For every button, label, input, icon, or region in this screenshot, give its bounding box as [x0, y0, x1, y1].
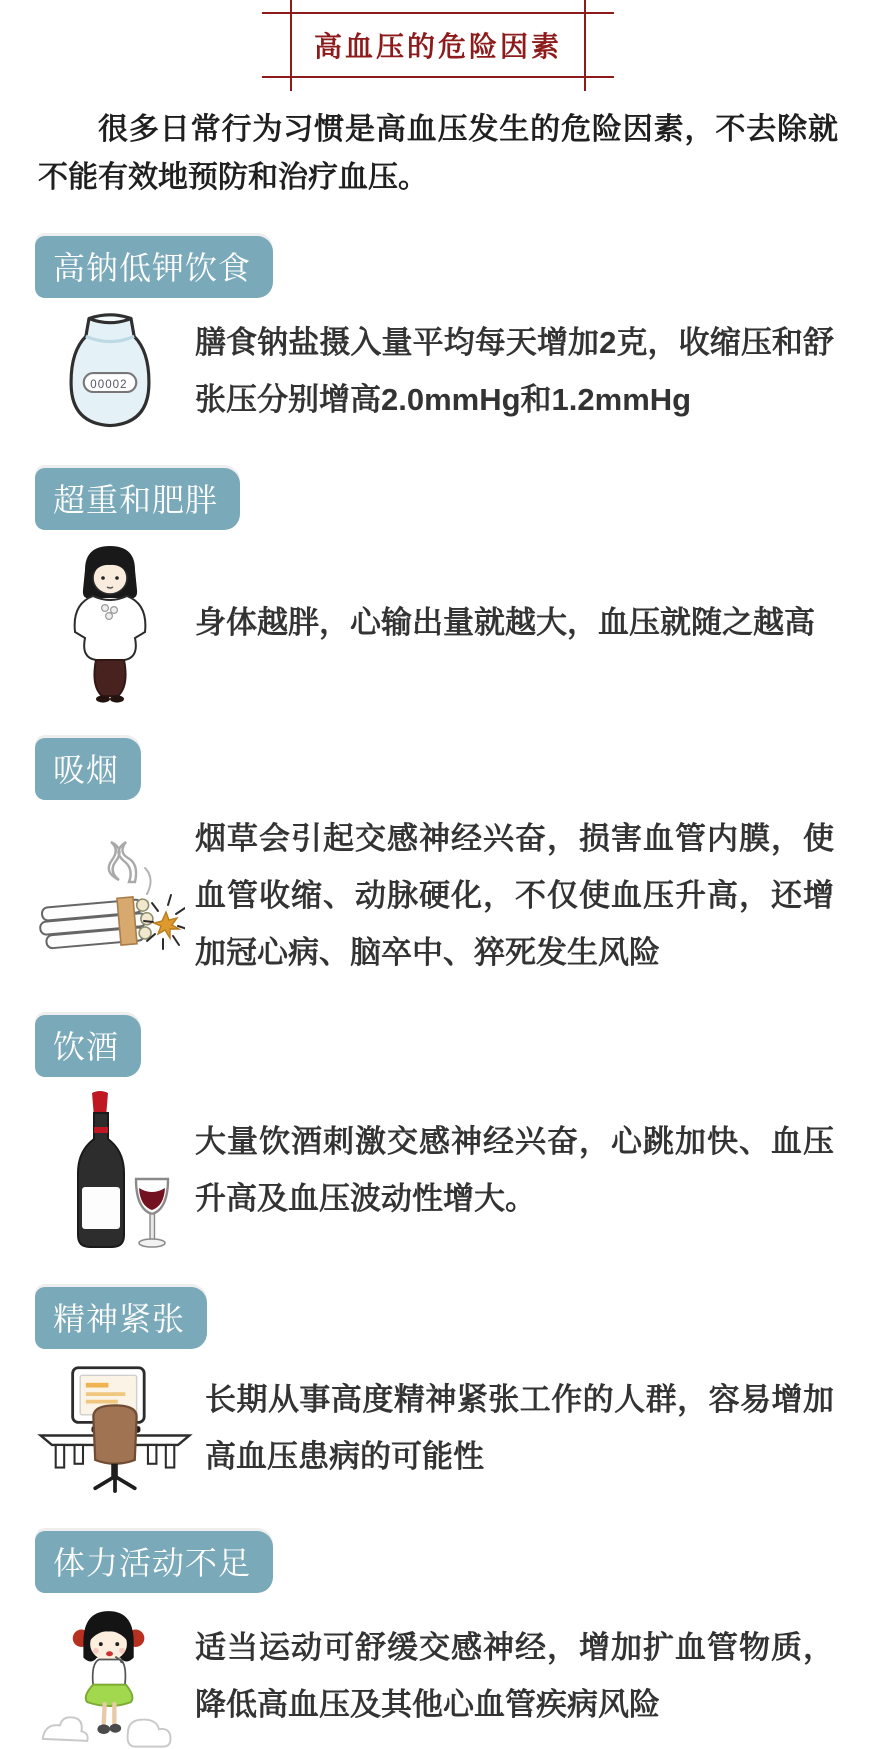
section-content — [35, 308, 834, 434]
section-stress — [0, 1287, 876, 1497]
office-desk-icon — [35, 1359, 195, 1497]
section-content — [35, 540, 834, 704]
section-content — [35, 1087, 834, 1253]
frame-line — [262, 12, 614, 14]
section-drinking — [0, 1015, 876, 1253]
section-overweight — [0, 468, 876, 704]
section-content — [35, 1359, 834, 1497]
section-text: 适当运动可舒缓交感神经，增加扩血管物质，降低高血压及其他心血管疾病风险 — [195, 1630, 834, 1722]
wine-bottle-icon — [35, 1087, 185, 1253]
section-text: 烟草会引起交感神经兴奋，损害血管内膜，使血管收缩、动脉硬化，不仅使血压升高，还增加冠心病、脑卒中、猝死发生风险 — [195, 821, 834, 970]
frame-line — [262, 76, 614, 78]
section-text: 大量饮酒刺激交感神经兴奋，心跳加快、血压升高及血压波动性增大。 — [195, 1124, 834, 1216]
exercising-girl-icon — [35, 1603, 185, 1749]
section-badge-smoking: 吸烟 — [35, 738, 141, 800]
section-badge-drinking: 饮酒 — [35, 1015, 141, 1077]
section-badge-stress: 精神紧张 — [35, 1287, 207, 1349]
section-content — [35, 810, 834, 981]
section-text: 身体越胖，心输出量就越大，血压就随之越高 — [195, 604, 815, 640]
section-text: 长期从事高度精神紧张工作的人群，容易增加高血压患病的可能性 — [205, 1382, 834, 1474]
section-inactivity — [0, 1531, 876, 1749]
svg-text:00002: 00002 — [90, 378, 128, 391]
intro-text: 很多日常行为习惯是高血压发生的危险因素，不去除就不能有效地预防和治疗血压。 — [38, 113, 838, 194]
frame-line — [290, 0, 292, 91]
section-badge-inactivity: 体力活动不足 — [35, 1531, 273, 1593]
section-badge-high-sodium: 高钠低钾饮食 — [35, 236, 273, 298]
title-area — [0, 12, 876, 78]
salt-jar-icon — [35, 308, 185, 434]
section-smoking — [0, 738, 876, 981]
infographic-page — [0, 12, 876, 1749]
frame-line — [584, 0, 586, 91]
title-box — [278, 12, 598, 78]
page-title: 高血压的危险因素 — [313, 31, 562, 62]
section-badge-overweight: 超重和肥胖 — [35, 468, 240, 530]
cigarettes-icon — [35, 822, 185, 970]
section-text: 膳食钠盐摄入量平均每天增加2克，收缩压和舒张压分别增高2.0mmHg和1.2mmHg — [195, 325, 834, 417]
overweight-woman-icon — [35, 540, 185, 704]
section-high-sodium-diet — [0, 236, 876, 434]
section-content — [35, 1603, 834, 1749]
